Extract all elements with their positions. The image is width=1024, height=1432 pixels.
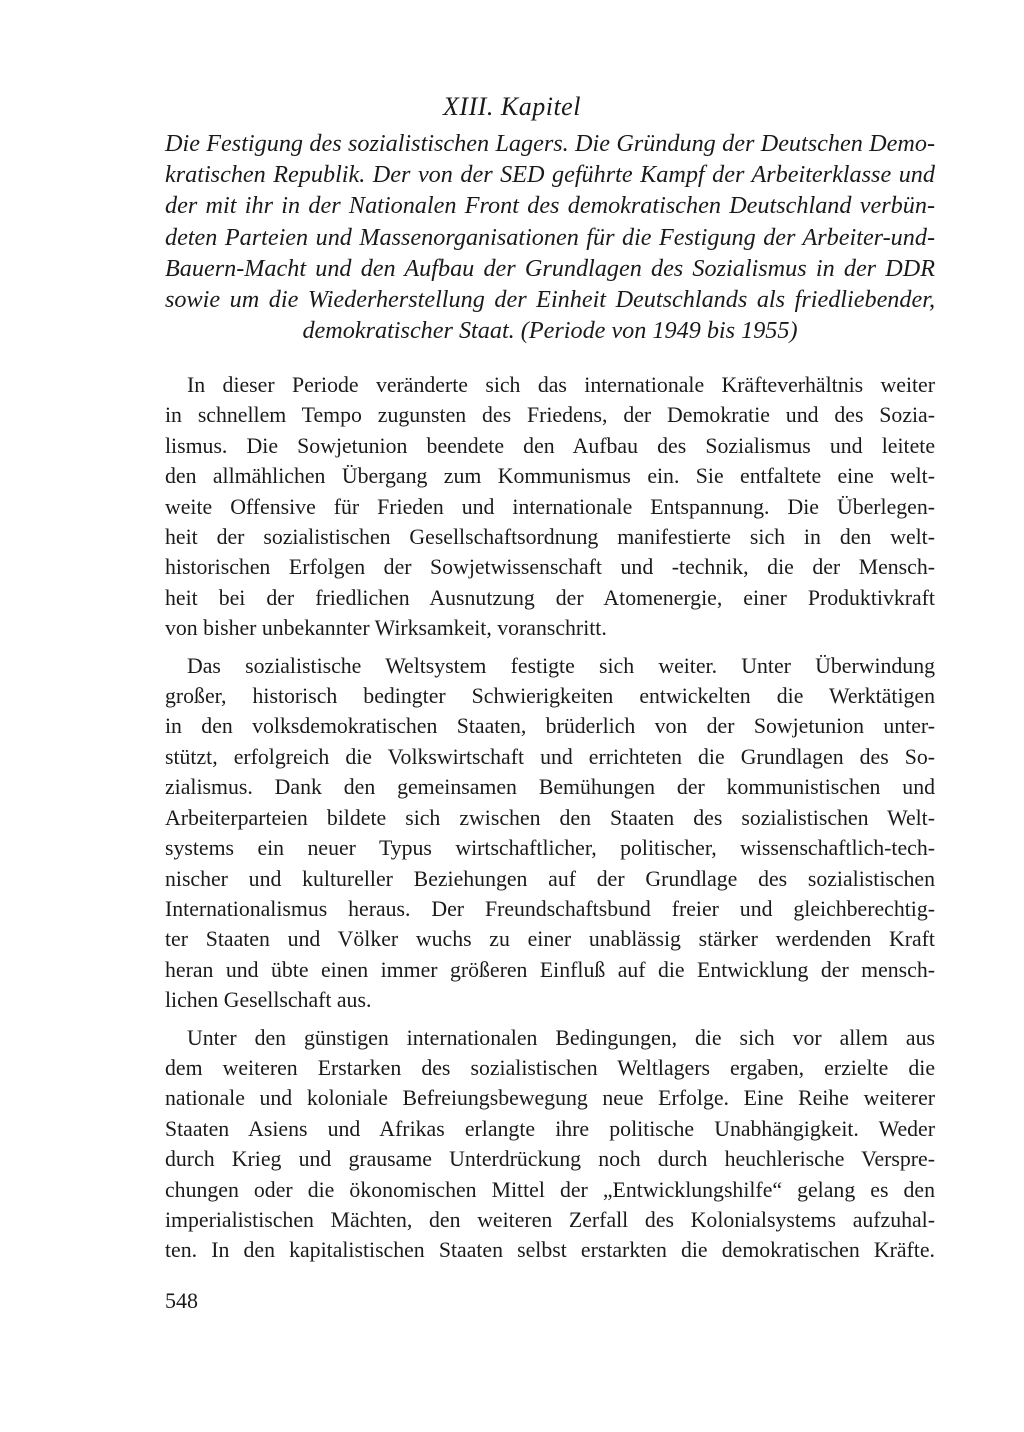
chapter-title-line: deten Parteien und Massenorganisationen für die Festigung der Arbeiter-und- [165, 223, 935, 251]
text-line: nationale und koloniale Befreiungsbewegung neue Erfolge. Eine Reihe weiterer [165, 1086, 935, 1111]
chapter-title-line: kratischen Republik. Der von der SED geführte Kampf der Arbeiterklasse und [165, 161, 935, 189]
page-number: 548 [165, 1288, 198, 1313]
text-line: nischer und kultureller Beziehungen auf der Grundlage des sozialistischen [165, 866, 935, 891]
chapter-title [165, 128, 935, 346]
chapter-title-line: der mit ihr in der Nationalen Front des demokratischen Deutschland verbün- [165, 192, 935, 220]
text-line: von bisher unbekannter Wirksamkeit, voranschritt. [165, 616, 607, 641]
text-line: dem weiteren Erstarken des sozialistischen Weltlagers ergaben, erzielte die [165, 1055, 935, 1080]
text-line: großer, historisch bedingter Schwierigkeiten entwickelten die Werktätigen [165, 684, 935, 709]
text-line: zialismus. Dank den gemeinsamen Bemühungen der kommunistischen und [165, 775, 935, 800]
text-line: heran und übte einen immer größeren Einfluß auf die Entwicklung der mensch- [165, 957, 935, 982]
text-line: imperialistischen Mächten, den weiteren Zerfall des Kolonialsystems aufzuhal- [165, 1207, 935, 1232]
text-line: lichen Gesellschaft aus. [165, 988, 372, 1013]
text-line: lismus. Die Sowjetunion beendete den Aufbau des Sozialismus und leitete [165, 433, 935, 458]
text-line: heit bei der friedlichen Ausnutzung der Atomenergie, einer Produktivkraft [165, 585, 935, 610]
text-line: Staaten Asiens und Afrikas erlangte ihre politische Unabhängigkeit. Weder [165, 1116, 935, 1141]
text-line: heit der sozialistischen Gesellschaftsordnung manifestierte sich in den welt- [165, 525, 935, 550]
text-line: den allmählichen Übergang zum Kommunismus ein. Sie entfaltete eine welt- [165, 464, 935, 489]
body-text [165, 370, 935, 1273]
chapter-title-line: demokratischer Staat. (Periode von 1949 bis 1955) [302, 317, 798, 345]
text-line: chungen oder die ökonomischen Mittel der „Entwicklungshilfe“ gelang es den [165, 1177, 935, 1202]
paragraph [165, 651, 935, 1016]
text-line: ten. In den kapitalistischen Staaten selbst erstarkten die demokratischen Kräfte. [165, 1238, 935, 1263]
chapter-title-line: Die Festigung des sozialistischen Lagers. Die Gründung der Deutschen Demo- [165, 130, 935, 157]
text-line: durch Krieg und grausame Unterdrückung noch durch heuchlerische Verspre- [165, 1147, 935, 1172]
text-line: systems ein neuer Typus wirtschaftlicher, politischer, wissenschaftlich-tech- [165, 836, 935, 861]
text-line: weite Offensive für Frieden und internationale Entspannung. Die Überlegen- [165, 494, 935, 519]
text-line: Unter den günstigen internationalen Bedingungen, die sich vor allem aus [187, 1025, 935, 1050]
chapter-number: XIII. Kapitel [443, 92, 581, 121]
chapter-title-line: sowie um die Wiederherstellung der Einheit Deutschlands als friedliebender, [165, 286, 935, 314]
text-line: Das sozialistische Weltsystem festigte sich weiter. Unter Überwindung [187, 653, 935, 678]
paragraph [165, 1023, 935, 1266]
text-line: historischen Erfolgen der Sowjetwissenschaft und -technik, die der Mensch- [165, 555, 935, 580]
text-line: stützt, erfolgreich die Volkswirtschaft und errichteten die Grundlagen des So- [165, 744, 935, 769]
text-line: In dieser Periode veränderte sich das internationale Kräfteverhältnis weiter [187, 373, 935, 397]
paragraph [165, 370, 935, 644]
text-line: Arbeiterparteien bildete sich zwischen den Staaten des sozialistischen Welt- [165, 805, 935, 830]
chapter-title-line: Bauern-Macht und den Aufbau der Grundlagen des Sozialismus in der DDR [165, 254, 935, 282]
text-line: in den volksdemokratischen Staaten, brüderlich von der Sowjetunion unter- [165, 714, 935, 739]
text-line: in schnellem Tempo zugunsten des Friedens, der Demokratie und des Sozia- [165, 403, 935, 428]
text-line: ter Staaten und Völker wuchs zu einer unablässig stärker werdenden Kraft [165, 927, 935, 952]
text-line: Internationalismus heraus. Der Freundschaftsbund freier und gleichberechtig- [165, 896, 935, 921]
